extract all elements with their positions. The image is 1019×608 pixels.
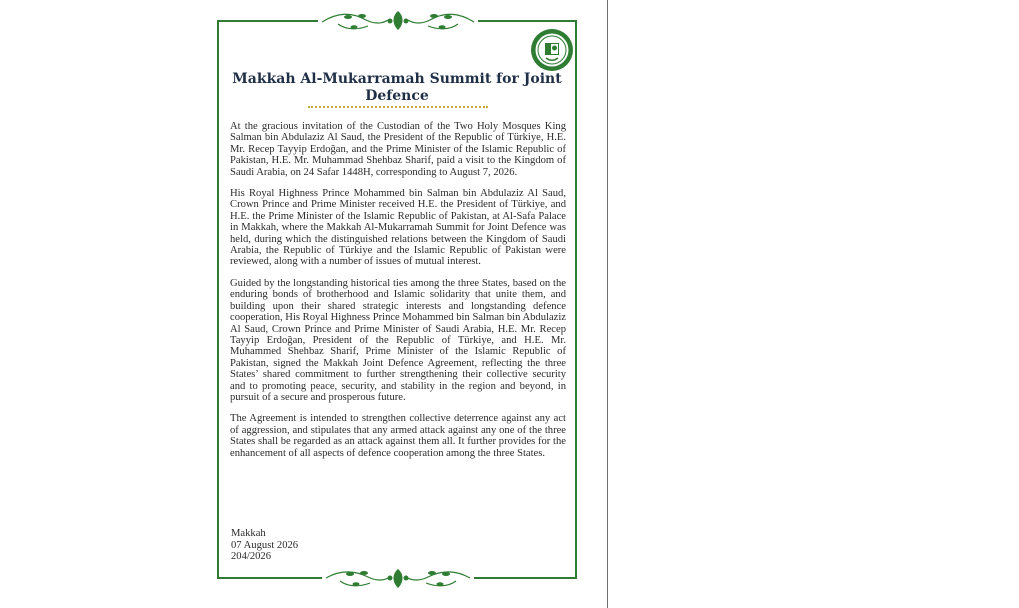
place-label: Makkah — [231, 528, 266, 539]
top-floral-ornament-icon — [318, 8, 478, 34]
title-dotted-divider — [308, 106, 488, 108]
document-title: Makkah Al-Mukarramah Summit for Joint Defence — [232, 71, 562, 104]
date-label: 07 August 2026 — [231, 539, 299, 551]
page-divider — [607, 0, 608, 608]
reference-number: 204/2026 — [231, 551, 272, 563]
paragraph: At the gracious invitation of the Custodian of the Two Holy Mosques King Salman bin Abdulaziz Al Saud, the President of the Republic of Türkiye, H.E. Mr. Recep Tayyip Erdoğan, and the Prime Minister of the Islamic Republic of Pakistan, H.E. Mr. Muhammad Shehbaz Sharif, paid a visit to the Kingdom of Saudi Arabia, on 24 Safar 1448H, corresponding to August 7, 2026. — [230, 121, 566, 178]
document-body — [230, 121, 566, 469]
government-emblem-icon — [530, 28, 574, 72]
paragraph: Guided by the longstanding historical ties among the three States, based on the enduring bonds of brotherhood and Islamic solidarity that unite them, and building upon their shared strategic interests and longstanding defence cooperation, His Royal Highness Prince Mohammed bin Salman bin Abdulaziz Al Saud, Crown Prince and Prime Minister of Saudi Arabia, H.E. Mr. Recep Tayyip Erdoğan, President of the Republic of Türkiye, and H.E. Mr. Muhammed Shehbaz Sharif, Prime Minister of the Islamic Republic of Pakistan, signed the Makkah Joint Defence Agreement, reflecting the three States’ shared commitment to further strengthening their collective security and to promoting peace, security, and stability in the region and beyond, in pursuit of a secure and prosperous future. — [230, 277, 566, 403]
document-footer — [231, 528, 431, 563]
paragraph: The Agreement is intended to strengthen collective deterrence against any act of aggression, and stipulates that any armed attack against any one of the three States shall be regarded as an attack against them all. It further provides for the enhancement of all aspects of defence cooperation among the three States. — [230, 413, 566, 459]
paragraph: His Royal Highness Prince Mohammed bin Salman bin Abdulaziz Al Saud, Crown Prince and Prime Minister received H.E. the President of Türkiye, and H.E. the Prime Minister of the Islamic Republic of Pakistan, at Al-Safa Palace in Makkah, where the Makkah Al-Mukarramah Summit for Joint Defence was held, during which the distinguished relations between the Kingdom of Saudi Arabia, the Republic of Türkiye and the Islamic Republic of Pakistan were reviewed, along with a number of issues of mutual interest. — [230, 188, 566, 268]
bottom-floral-ornament-icon — [322, 566, 474, 592]
